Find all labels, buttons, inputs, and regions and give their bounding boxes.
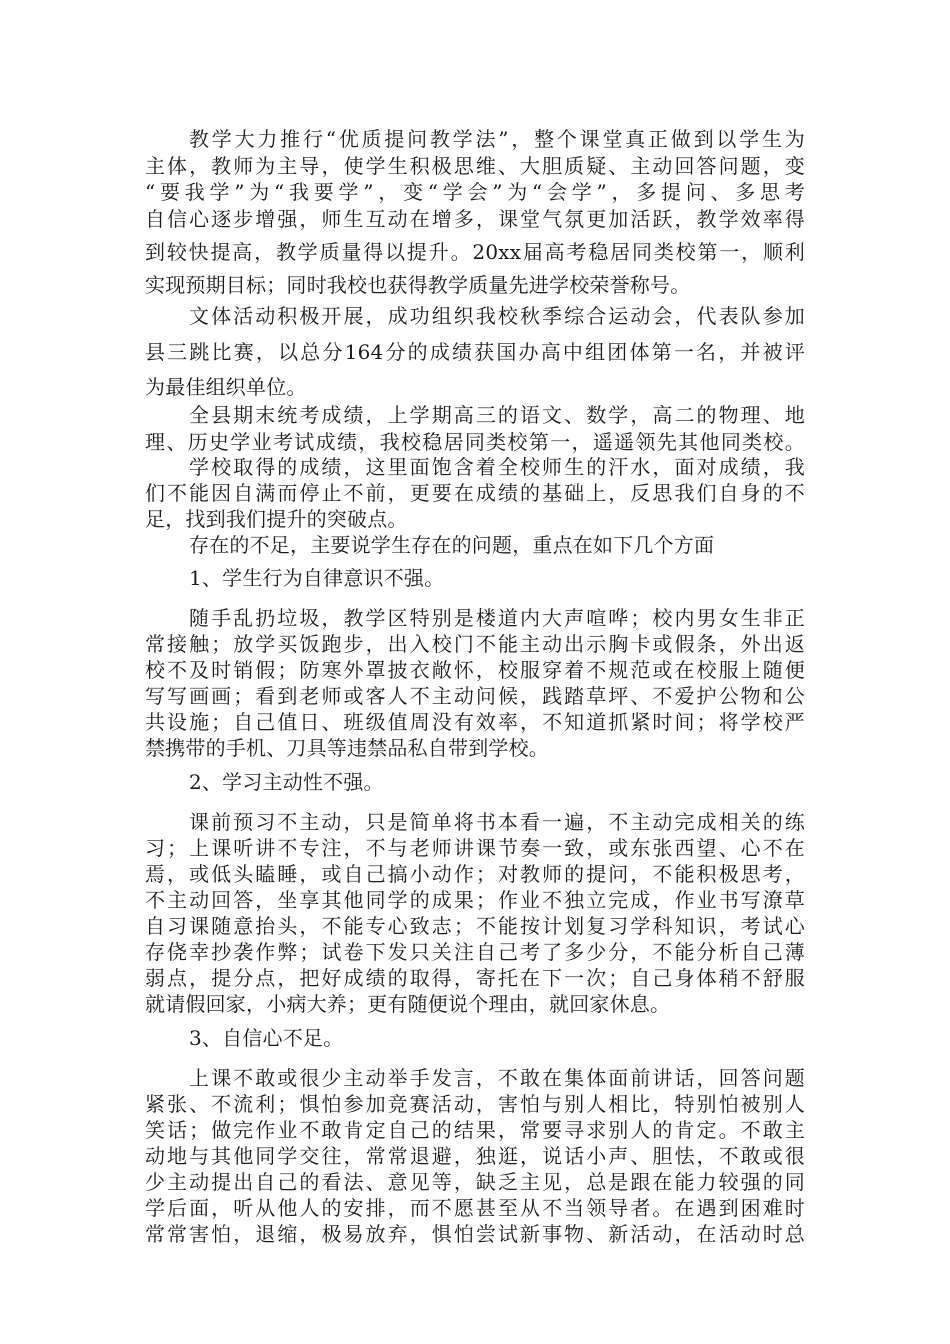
text-line: 校不及时销假；防寒外罩披衣敞怀，校服穿着不规范或在校服上随便: [145, 658, 805, 682]
text-line: 写写画画；看到老师或客人不主动问候，践踏草坪、不爱护公物和公: [145, 684, 805, 708]
text-line: 随手乱扔垃圾，教学区特别是楼道内大声喧哗；校内男女生非正: [189, 606, 805, 630]
text-line: 上课不敢或很少主动举手发言，不敢在集体面前讲话，回答问题: [189, 1066, 805, 1090]
text-line: 少主动提出自己的看法、意见等，缺乏主见，总是跟在能力较强的同: [145, 1170, 805, 1194]
text-line: 就请假回家，小病大养；更有随便说个理由，就回家休息。: [145, 992, 671, 1016]
text-line: 1、学生行为自律意识不强。: [189, 566, 445, 590]
text-line: 学校取得的成绩，这里面饱含着全校师生的汗水，面对成绩，我: [189, 455, 805, 479]
text-line: 习；上课听讲不专注，不与老师讲课节奏一致，或东张西望、心不在: [145, 836, 805, 860]
text-line: 实现预期目标；同时我校也获得教学质量先进学校荣誉称号。: [145, 273, 691, 297]
text-line: 到较快提高，教学质量得以提升。20xx届高考稳居同类校第一，顺利: [145, 240, 805, 264]
text-line: 主体，教师为主导，使学生积极思维、大胆质疑、主动回答问题，变: [145, 154, 805, 178]
text-line: 课前预习不主动，只是简单将书本看一遍，不主动完成相关的练: [189, 810, 805, 834]
text-line: 动地与其他同学交往，常常退避，独逛，说话小声、胆怯，不敢或很: [145, 1144, 805, 1168]
text-line: 们不能因自满而停止不前，更要在成绩的基础上，反思我们自身的不: [145, 481, 805, 505]
text-line: 县三跳比赛，以总分164分的成绩获国办高中组团体第一名，并被评: [145, 340, 805, 364]
text-line: 弱点，提分点，把好成绩的取得，寄托在下一次；自己身体稍不舒服: [145, 966, 805, 990]
text-line: 自习课随意抬头，不能专心致志；不能按计划复习学科知识，考试心: [145, 914, 805, 938]
text-line: 为最佳组织单位。: [145, 375, 307, 399]
text-line: 常常害怕，退缩，极易放弃，惧怕尝试新事物、新活动，在活动时总: [145, 1222, 805, 1246]
text-line: 存在的不足，主要说学生存在的问题，重点在如下几个方面: [189, 533, 715, 557]
text-line: “要我学”为“我要学”，变“学会”为“会学”，多提问、多思考: [145, 180, 805, 204]
text-line: 禁携带的手机、刀具等违禁品私自带到学校。: [145, 736, 549, 760]
text-line: 常接触；放学买饭跑步，出入校门不能主动出示胸卡或假条，外出返: [145, 632, 805, 656]
text-line: 存侥幸抄袭作弊；试卷下发只关注自己考了多少分，不能分析自己薄: [145, 940, 805, 964]
text-line: 理、历史学业考试成绩，我校稳居同类校第一，遥遥领先其他同类校。: [145, 430, 805, 454]
text-line: 共设施；自己值日、班级值周没有效率，不知道抓紧时间；将学校严: [145, 710, 805, 734]
text-line: 足，找到我们提升的突破点。: [145, 507, 408, 531]
text-line: 不主动回答，坐享其他同学的成果；作业不独立完成，作业书写潦草: [145, 888, 805, 912]
text-line: 学后面，听从他人的安排，而不愿甚至从不当领导者。在遇到困难时: [145, 1196, 805, 1220]
text-line: 自信心逐步增强，师生互动在增多，课堂气氛更加活跃，教学效率得: [145, 207, 805, 231]
text-line: 焉，或低头瞌睡，或自己搞小动作；对教师的提问，不能积极思考，: [145, 862, 805, 886]
text-line: 文体活动积极开展，成功组织我校秋季综合运动会，代表队参加: [189, 304, 805, 328]
text-line: 教学大力推行“优质提问教学法”，整个课堂真正做到以学生为: [189, 127, 805, 151]
text-line: 全县期末统考成绩，上学期高三的语文、数学，高二的物理、地: [189, 403, 805, 427]
text-line: 2、学习主动性不强。: [189, 770, 384, 794]
text-line: 3、自信心不足。: [189, 1026, 344, 1050]
text-line: 笑话；做完作业不敢肯定自己的结果，常要寻求别人的肯定。不敢主: [145, 1118, 805, 1142]
text-line: 紧张、不流利；惧怕参加竞赛活动，害怕与别人相比，特别怕被别人: [145, 1092, 805, 1116]
